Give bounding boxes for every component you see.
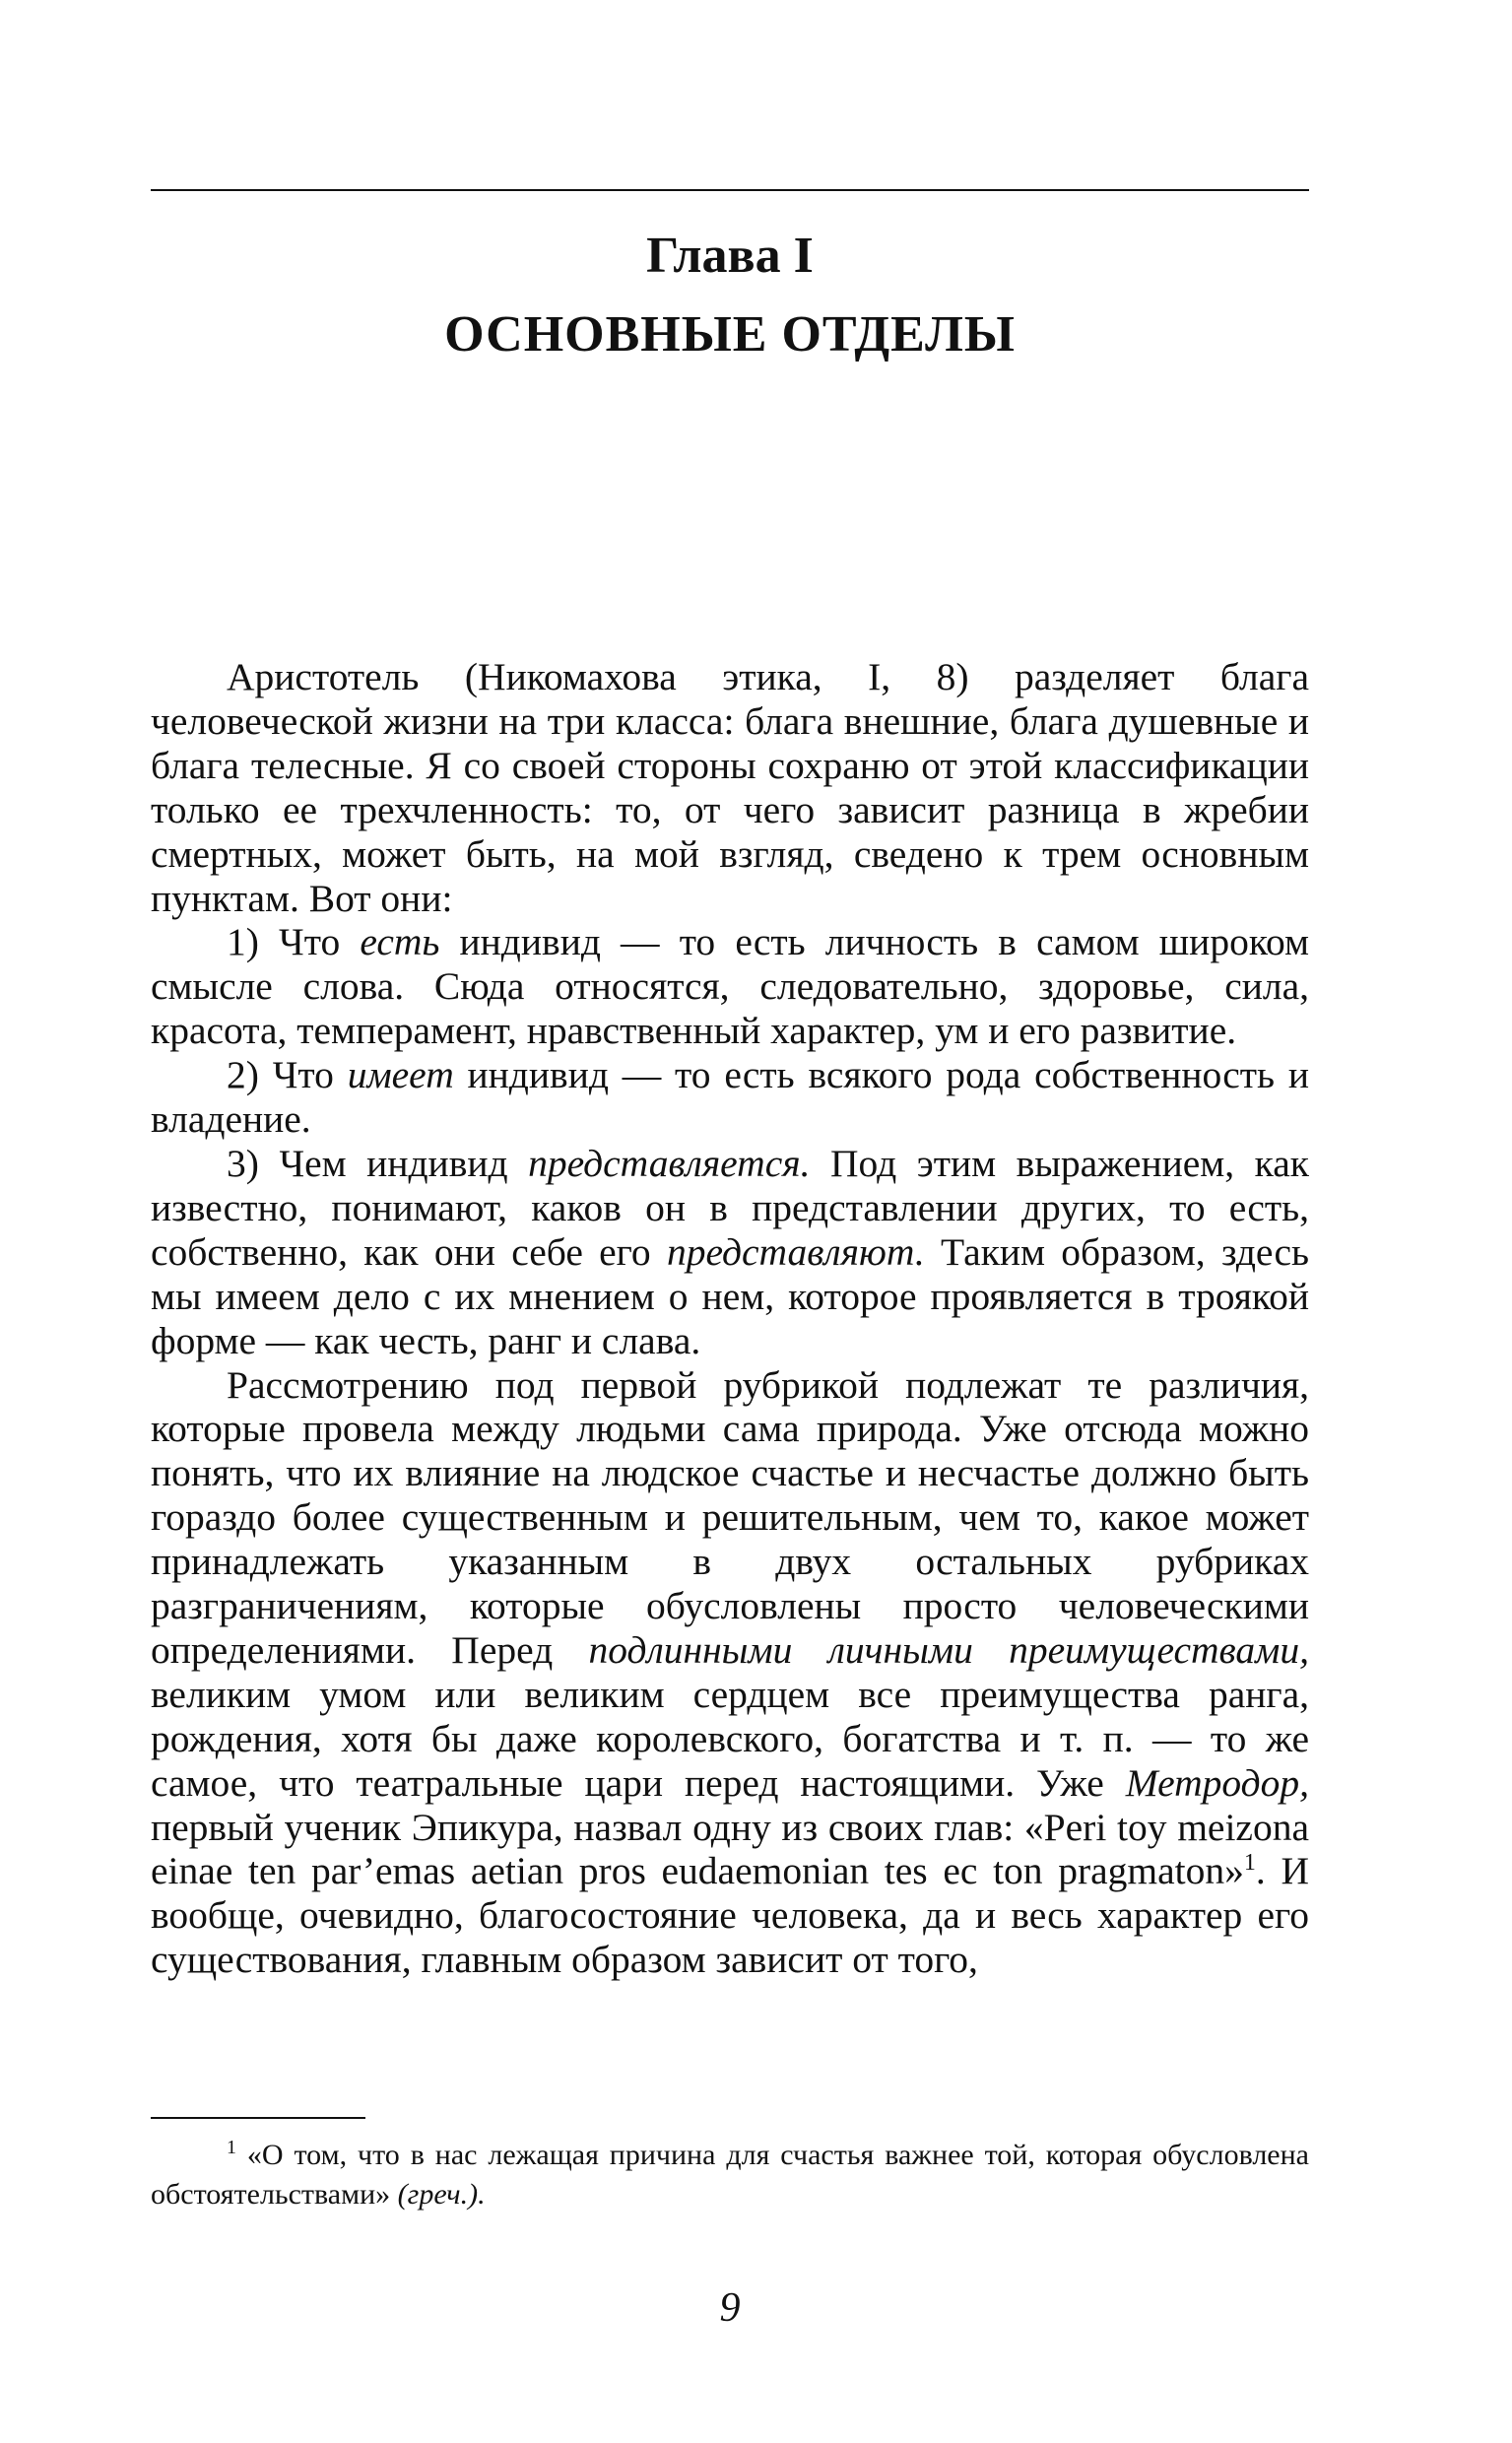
- footnote-text: [151, 2136, 1309, 2214]
- footnote-body: «О том, что в нас лежащая причина для счастья важнее той, которая обусловлена обстоятельствами»: [151, 2139, 1309, 2211]
- paragraph-item-2: [151, 1053, 1309, 1142]
- page-number: 9: [719, 2285, 741, 2331]
- paragraph-text: индивид — то есть личность в самом широком смысле слова. Сюда относятся, следовательно, здоровье, сила, красота, темперамент, нравственный характер, ум и его развитие.: [151, 920, 1309, 1053]
- paragraph-text: первый ученик Эпикура, назвал одну из своих глав: «Peri toy meizona einae ten par’emas aetian pros eudaemonian tes ec ton pragmaton»: [151, 1805, 1309, 1893]
- paragraph-text: 2) Что: [227, 1053, 348, 1097]
- footnote-rule: [151, 2117, 365, 2119]
- paragraph-item-1: [151, 920, 1309, 1053]
- emphasis-text: представляется.: [528, 1141, 811, 1185]
- paragraph-text: Под этим выражением, как известно, понимают, каков он в представлении других, то есть, собственно, как они себе его: [151, 1141, 1309, 1274]
- paragraph-text: 3) Чем индивид: [227, 1141, 529, 1185]
- footnote-marker: 1: [227, 2137, 236, 2158]
- paragraph-main: [151, 1363, 1309, 1983]
- paragraph-text: 1) Что: [227, 920, 361, 964]
- footnote-emphasis: (греч.).: [397, 2178, 486, 2211]
- chapter-heading: [151, 217, 1309, 374]
- emphasis-text: представляют.: [666, 1229, 925, 1274]
- paragraph-text: Рассмотрению под первой рубрикой подлежат те различия, которые провела между людьми сама природа. Уже отсюда можно понять, что их влияние на людское счастье и несчастье должно быть гораздо более существенным и решительным, чем то, какое может принадлежать указанным в двух остальных рубриках разграничениям, которые обусловлены просто человеческими определениями. Перед: [151, 1362, 1309, 1672]
- emphasis-text: Метродор,: [1125, 1760, 1309, 1805]
- chapter-title: ОСНОВНЫЕ ОТДЕЛЫ: [444, 306, 1016, 363]
- emphasis-text: подлинными личными преимуществами,: [588, 1627, 1309, 1672]
- body-text: [151, 655, 1309, 1982]
- paragraph-text: . И вообще, очевидно, благосостояние человека, да и весь характер его существования, главным образом зависит от того,: [151, 1849, 1309, 1982]
- header-rule: [151, 189, 1309, 191]
- emphasis-text: имеет: [347, 1053, 454, 1097]
- emphasis-text: есть: [360, 920, 440, 964]
- paragraph-text: Таким образом, здесь мы имеем дело с их мнением о нем, которое проявляется в троякой форме — как честь, ранг и слава.: [151, 1229, 1309, 1362]
- paragraph-item-3: [151, 1142, 1309, 1363]
- paragraph-intro: [151, 655, 1309, 920]
- footnote-reference[interactable]: 1: [1243, 1850, 1256, 1877]
- footnote: [151, 2136, 1309, 2214]
- paragraph-text: индивид — то есть всякого рода собственность и владение.: [151, 1053, 1309, 1142]
- paragraph-text: великим умом или великим сердцем все преимущества ранга, рождения, хотя бы даже королевского, богатства и т. п. — то же самое, что театральные цари перед настоящими. Уже: [151, 1672, 1309, 1805]
- paragraph-text: Аристотель (Никомахова этика, I, 8) разделяет блага человеческой жизни на три класса: блага внешние, блага душевные и блага телесные. Я со своей стороны сохраню от этой классификации только ее трехчленность: то, от чего зависит разница в жребии смертных, может быть, на мой взгляд, сведено к трем основным пунктам. Вот они:: [151, 655, 1309, 920]
- chapter-number: Глава I: [646, 228, 814, 284]
